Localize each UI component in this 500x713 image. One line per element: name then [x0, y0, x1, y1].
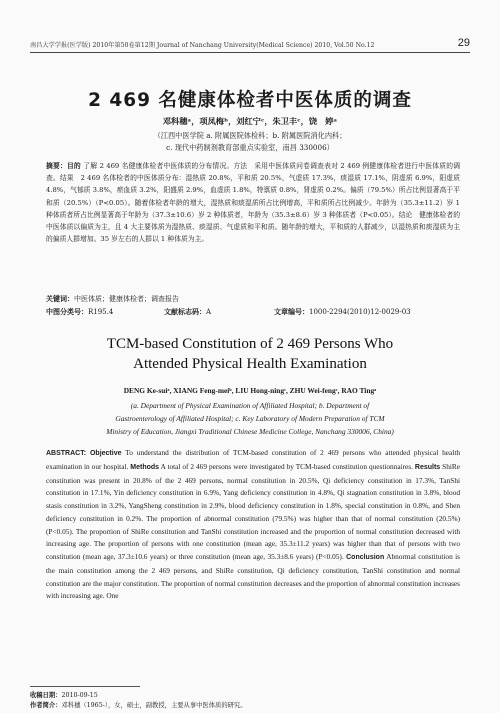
- clc-value: R195.4: [88, 308, 114, 316]
- header-rule: [30, 52, 470, 53]
- conclusion-label: Conclusion: [346, 554, 385, 561]
- english-abstract: [46, 447, 460, 603]
- article-no-label: 文章编号：: [274, 307, 309, 316]
- author-bio-text: 邓科穗（1965-），女，硕士，副教授，主要从事中医体质的研究。: [61, 702, 247, 709]
- chinese-affiliation-line1: （江西中医学院 a. 附属医院体检科；b. 附属医院消化内科；: [153, 131, 347, 140]
- page-number: 29: [457, 37, 470, 49]
- chinese-abstract-body: 了解 2 469 名健康体检者中医体质的分布情况。方法 采用中医体质问卷调查表对 2 469 例健康体检者进行中医体质的调查。结果 2 469 名体检者的中医体质分布：湿热质 20.8%，平和质 20.5%，气虚质 17.3%，痰湿质 17.1%，阴虚质 6.9%，阳虚质 4.8%，气郁质 3.8%，瘀血质 3.2%，阳盛质 2.9%，血虚质 1.8%，特禀质 0.8%，肾虚质 0.2%。偏质（79.5%）所占比例显著高于平和质（20.5%）（P<0.05）。随着体检者年龄的增大，湿热质和痰湿质所占比例增高，平和质所占比例减少。年龄为（35.3±11.2）岁 1 种体质者所占比例显著高于年龄为（37.3±10.6）岁 2 种体质者，年龄为（35.3±8.6）岁 3 种体质者（P<0.05）。结论 健康体检者的中医体质以偏质为主，且 4 大主要体质为湿热质、痰湿质、气虚质和平和质。随年龄的增大，平和质的人群减少，以湿热质和痰湿质为主的偏质人群增加。35 岁左右的人群以 1 种体质为主。: [46, 162, 460, 244]
- english-title-line2: Attended Physical Health Examination: [133, 356, 367, 372]
- keywords-label: 关键词：: [46, 294, 74, 303]
- methods-label: Methods: [130, 463, 160, 471]
- objective-label: Objective: [89, 450, 122, 457]
- running-head-text: 南昌大学学报(医学版) 2010年第50卷第12期 Journal of Nanchang University(Medical Science) 2010, Vol.50 No.12: [30, 42, 375, 49]
- aim-label: 目的: [66, 162, 81, 170]
- article-no-value: 1000-2294(2010)12-0029-03: [309, 308, 411, 316]
- author-bio-label: 作者简介：: [30, 702, 62, 709]
- results-text: ShiRe constitution was present in 20.8% of the 2 469 persons, normal constitution in 20.5%, Qi deficiency constitution in 17.3%, TanShi constitution in 17.1%, Yin deficiency constitution in 6.9%, Yang deficiency constitution in 4.8%, Qi stagnation constitution in 3.8%, blood stasis constitution in 3.2%, YangSheng constitution in 2.9%, blood deficiency constitution in 1.8%, special constitution in 0.8%, and Shen deficiency constitution in 0.2%. The proportion of abnormal constitution (79.5%) was higher than that of normal constitution (20.5%) (P<0.05). The proportion of ShiRe constitution and TanShi constitution increased and the proportion of normal constitution decreased with increasing age. The proportion of persons with one constitution (mean age, 35.3±11.2 years) was higher than that of persons with two constitution (mean age, 37.3±10.6 years) or three constitution (mean age, 35.3±8.6 years) (P<0.05).: [46, 461, 460, 561]
- english-affiliation-line2: Gastroenterology of Affiliated Hospital; c. Key Laboratory of Modern Preparation of TCM: [115, 414, 385, 423]
- classification-line: [46, 307, 466, 317]
- chinese-abstract: [46, 160, 460, 245]
- clc-label: 中图分类号：: [46, 307, 88, 316]
- running-head: [30, 37, 470, 49]
- received-label: 收稿日期：: [30, 692, 62, 699]
- doc-code-value: A: [206, 308, 212, 316]
- received-value: 2010-09-15: [61, 692, 98, 699]
- author-bio: [30, 700, 247, 709]
- abstract-label: 摘要：: [46, 162, 67, 170]
- footnote-rule: [30, 686, 140, 687]
- received-date: [30, 690, 98, 699]
- chinese-affiliation-line2: c. 现代中药制剂教育部重点实验室，南昌 330006）: [166, 143, 334, 152]
- chinese-title: 2 469 名健康体检者中医体质的调查: [88, 90, 412, 111]
- objective-text: To understand the distribution of TCM-based constitution of 2 469 persons who attended physical health examination in our hospital.: [46, 448, 460, 471]
- doc-code-label: 文献标志码：: [164, 307, 206, 316]
- english-abstract-label: ABSTRACT:: [46, 450, 87, 457]
- methods-text: A total of 2 469 persons were investigated by TCM-based constitution questionnaires.: [160, 461, 413, 471]
- chinese-authors: 邓科穗ᵃ，项凤梅ᵇ，刘红宁ᶜ，朱卫丰ᶜ，饶 婷ᵃ: [162, 116, 338, 126]
- conclusion-text: Abnormal constitution is the main constitution among the 2 469 persons, and ShiRe constitution, Qi deficiency constitution, TanShi constitution and normal constitution are the major constitution. The proportion of normal constitution decreases and the proportion of abnormal constitution increases with increasing age. One: [46, 552, 461, 601]
- keywords-text: 中医体质；健康体检者；调查报告: [74, 295, 179, 303]
- english-authors: DENG Ke-suiᵃ, XIANG Feng-meiᵇ, LIU Hong-ningᶜ, ZHU Wei-fengᶜ, RAO Tingᵃ: [123, 386, 377, 395]
- chinese-keywords: [46, 294, 179, 304]
- english-title-line1: TCM-based Constitution of 2 469 Persons Who: [106, 336, 394, 352]
- english-affiliation-line3: Ministry of Education, Jiangxi Traditional Chinese Medicine College, Nanchang 330006, China): [106, 427, 394, 436]
- results-label: Results: [414, 463, 441, 471]
- english-affiliation-line1: (a. Department of Physical Examination of Affiliated Hospital; b. Department of: [130, 401, 370, 410]
